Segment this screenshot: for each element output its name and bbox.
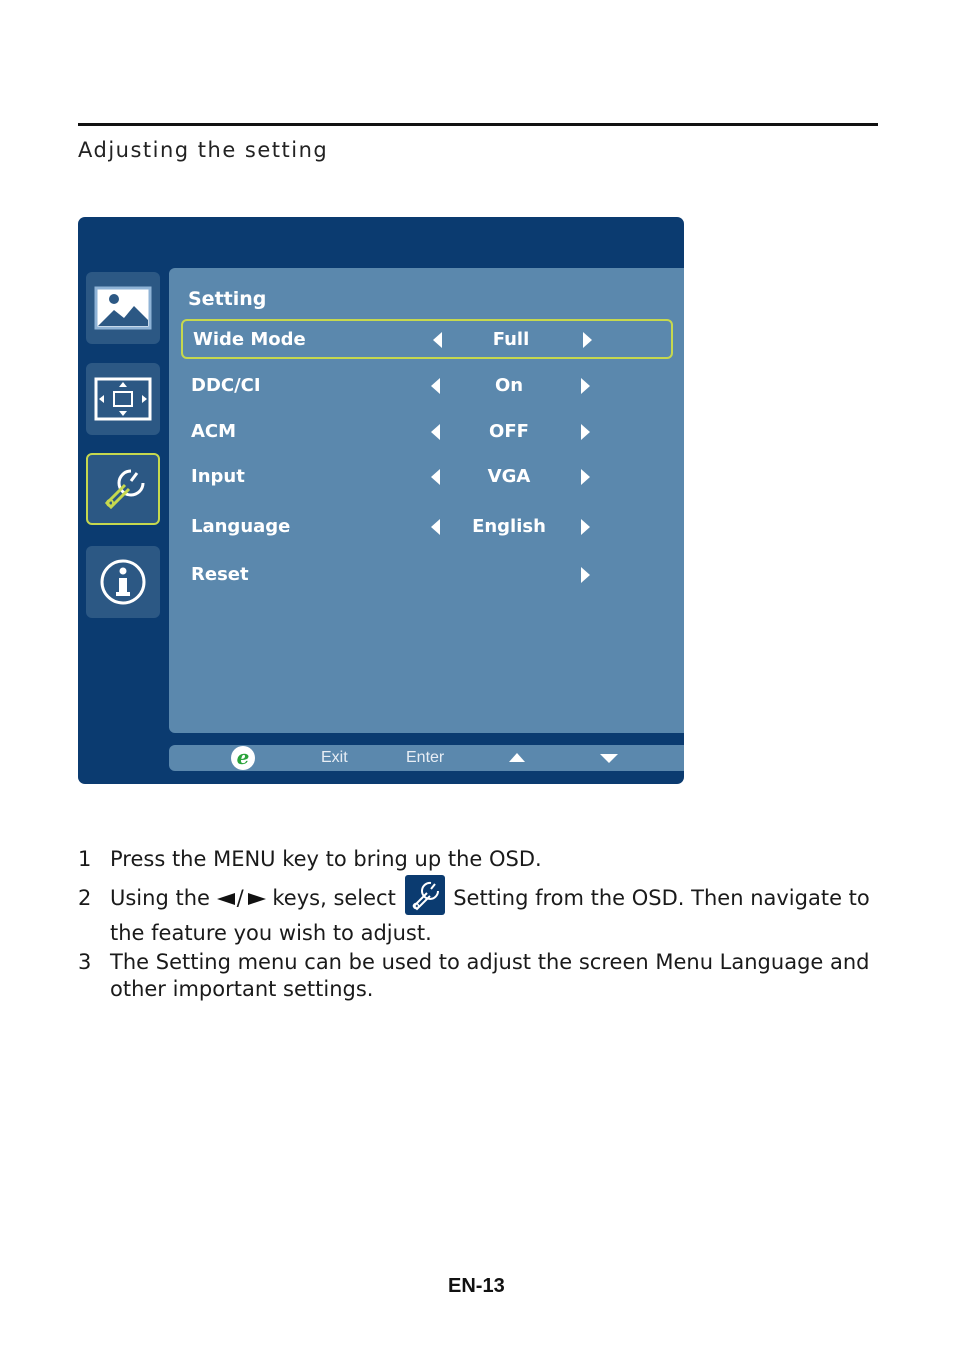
panel-title: Setting	[188, 288, 267, 310]
e-logo-icon: e	[231, 746, 255, 770]
row-value: OFF	[489, 421, 529, 442]
menu-row-input	[181, 458, 673, 498]
arrow-right-icon	[581, 378, 590, 394]
arrow-left-icon	[431, 469, 440, 485]
row-label: Wide Mode	[193, 329, 306, 350]
step-text-part: Using the	[110, 886, 210, 910]
sidebar-tile-setting	[86, 453, 160, 525]
sidebar-tile-info	[86, 546, 160, 618]
row-value: VGA	[487, 466, 531, 487]
arrow-right-icon	[581, 519, 590, 535]
row-value: English	[472, 516, 546, 537]
position-icon	[94, 377, 152, 421]
step-text-part: keys, select	[272, 886, 396, 910]
row-label: Reset	[191, 564, 249, 585]
info-icon	[99, 558, 147, 606]
row-label: ACM	[191, 421, 237, 442]
menu-row-reset	[181, 556, 673, 596]
page-number: EN-13	[448, 1275, 505, 1297]
row-value: On	[494, 375, 524, 396]
enter-label: Enter	[406, 749, 445, 766]
step-text	[110, 881, 880, 951]
osd-screenshot	[78, 217, 684, 784]
arrow-right-icon	[581, 424, 590, 440]
step-number: 2	[78, 886, 92, 910]
picture-icon	[94, 286, 152, 330]
top-rule	[78, 123, 878, 126]
section-title: Adjusting the setting	[78, 138, 329, 162]
arrow-left-icon	[431, 378, 440, 394]
step-text: The Setting menu can be used to adjust the screen Menu Language and other important settings.	[110, 950, 870, 1001]
step-number: 1	[78, 847, 92, 871]
row-label: Language	[191, 516, 291, 537]
osd-footer	[169, 745, 684, 771]
sidebar-tile-picture	[86, 272, 160, 344]
arrow-right-icon	[583, 332, 592, 348]
step-text: Press the MENU key to bring up the OSD.	[110, 847, 542, 871]
up-arrow-icon	[509, 753, 525, 762]
left-key-icon	[217, 893, 235, 905]
wrench-icon	[97, 463, 149, 515]
arrow-right-icon	[581, 567, 590, 583]
arrow-left-icon	[433, 332, 442, 348]
row-label: Input	[191, 466, 245, 487]
menu-row-acm	[181, 413, 673, 453]
key-separator: /	[236, 886, 244, 910]
arrow-right-icon	[581, 469, 590, 485]
sidebar-tile-position	[86, 363, 160, 435]
row-value: Full	[492, 329, 530, 350]
arrow-left-icon	[431, 519, 440, 535]
down-arrow-icon	[600, 754, 618, 763]
menu-row-ddc-ci	[181, 367, 673, 407]
right-key-icon	[248, 893, 266, 905]
row-label: DDC/CI	[191, 375, 261, 396]
menu-row-language	[181, 508, 673, 548]
setting-wrench-icon	[405, 875, 445, 915]
menu-row-wide-mode	[181, 319, 673, 359]
arrow-left-icon	[431, 424, 440, 440]
settings-panel	[169, 268, 684, 733]
step-text-part: Setting from the OSD. Then navigate to the feature you wish to adjust.	[110, 886, 870, 945]
step-number: 3	[78, 950, 92, 974]
exit-label: Exit	[321, 749, 348, 766]
